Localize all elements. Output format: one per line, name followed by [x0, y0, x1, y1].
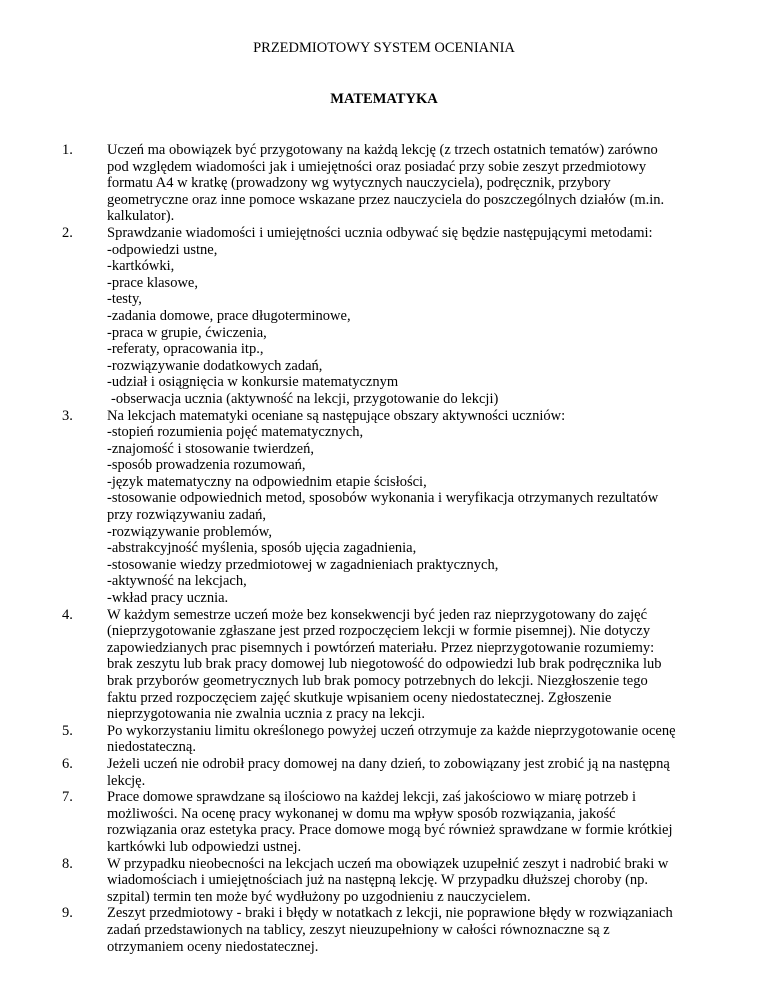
text-line: -kartkówki, [107, 258, 175, 275]
list-item [62, 607, 722, 723]
item-text [107, 408, 722, 607]
text-line: Po wykorzystaniu limitu określonego powyżej uczeń otrzymuje za każde nieprzygotowanie ocenę [107, 722, 676, 739]
item-text [107, 789, 722, 855]
text-line: kartkówki lub odpowiedzi ustnej. [107, 838, 302, 855]
item-text [107, 142, 722, 225]
item-text [107, 856, 722, 906]
list-item [62, 723, 722, 756]
text-line: faktu przed rozpoczęciem zajęć skutkuje wpisaniem oceny niedostatecznej. Zgłoszenie [107, 689, 612, 706]
text-line: wiadomościach i umiejętnościach już na następną lekcję. W przypadku dłuższej choroby (np. [107, 872, 649, 889]
text-line: -stopień rozumienia pojęć matematycznych, [107, 424, 364, 441]
text-line: Zeszyt przedmiotowy - braki i błędy w notatkach z lekcji, nie poprawione błędy w rozwiązaniach [107, 905, 673, 922]
text-line: geometryczne oraz inne pomoce wskazane przez nauczyciela do poszczególnych działów (m.in. [107, 191, 665, 208]
text-line: W każdym semestrze uczeń może bez konsekwencji być jeden raz nieprzygotowany do zajęć [107, 606, 648, 623]
text-line: rozwiązania oraz estetyka pracy. Prace domowe mogą być również sprawdzane w formie krótkiej [107, 822, 673, 839]
item-number: 6. [62, 755, 73, 772]
text-line: -testy, [107, 291, 142, 308]
item-text [107, 756, 722, 789]
text-line: Jeżeli uczeń nie odrobił pracy domowej na dany dzień, to zobowiązany jest zrobić ją na następną [107, 755, 670, 772]
text-line: -prace klasowe, [107, 274, 198, 291]
text-line: W przypadku nieobecności na lekcjach uczeń ma obowiązek uzupełnić zeszyt i nadrobić braki w [107, 855, 669, 872]
list-item [62, 756, 722, 789]
text-line: zadań przedstawionych na tablicy, zeszyt nieuzupełniony w całości równoznaczne są z [107, 921, 610, 938]
item-text [107, 607, 722, 723]
text-line: Na lekcjach matematyki oceniane są następujące obszary aktywności uczniów: [107, 407, 566, 424]
text-line: -obserwacja ucznia (aktywność na lekcji, przygotowanie do lekcji) [111, 390, 499, 407]
text-line: -rozwiązywanie dodatkowych zadań, [107, 357, 323, 374]
item-number: 7. [62, 789, 73, 806]
item-number: 8. [62, 855, 73, 872]
item-number: 4. [62, 606, 73, 623]
list-item [62, 408, 722, 607]
item-text [107, 905, 722, 955]
list-item [62, 142, 722, 225]
item-number: 1. [62, 142, 73, 158]
list-item [62, 225, 722, 408]
text-line: pod względem wiadomości jak i umiejętności oraz posiadać przy sobie zeszyt przedmiotowy [107, 158, 647, 175]
text-line: nieprzygotowania nie zwalnia ucznia z pracy na lekcji. [107, 706, 426, 723]
text-line: otrzymaniem oceny niedostatecznej. [107, 938, 319, 955]
page-title: PRZEDMIOTOWY SYSTEM OCENIANIA [253, 40, 515, 56]
item-number: 9. [62, 905, 73, 922]
text-line: -znajomość i stosowanie twierdzeń, [107, 440, 314, 457]
text-line: -rozwiązywanie problemów, [107, 523, 272, 540]
text-line: -praca w grupie, ćwiczenia, [107, 324, 267, 341]
text-line: formatu A4 w kratkę (prowadzony wg wytycznych nauczyciela), podręcznik, przybory [107, 175, 611, 192]
text-line: Prace domowe sprawdzane są ilościowo na każdej lekcji, zaś jakościowo w miarę potrzeb i [107, 789, 637, 806]
text-line: -odpowiedzi ustne, [107, 241, 218, 258]
item-number: 2. [62, 224, 73, 241]
text-line: szpital) termin ten może być wydłużony po uzgodnieniu z nauczycielem. [107, 888, 531, 905]
text-line: -wkład pracy ucznia. [107, 590, 229, 607]
text-line: (nieprzygotowanie zgłaszane jest przed rozpoczęciem lekcji w formie pisemnej). Nie dotyczy [107, 623, 651, 640]
item-text [107, 723, 722, 756]
item-number: 3. [62, 407, 73, 424]
text-line: Sprawdzanie wiadomości i umiejętności ucznia odbywać się będzie następującymi metodami: [107, 224, 653, 241]
text-line: brak przyborów geometrycznych lub brak pomocy potrzebnych do lekcji. Niezgłoszenie tego [107, 673, 648, 689]
subject-heading: MATEMATYKA [330, 91, 438, 107]
list-item [62, 789, 722, 855]
text-line: -zadania domowe, prace długoterminowe, [107, 307, 351, 324]
text-line: -stosowanie odpowiednich metod, sposobów wykonania i weryfikacja otrzymanych rezultatów [107, 490, 659, 507]
text-line: -język matematyczny na odpowiednim etapie ścisłości, [107, 473, 427, 490]
text-line: -aktywność na lekcjach, [107, 573, 247, 590]
list-item [62, 905, 722, 955]
item-text [107, 225, 722, 408]
text-line: przy rozwiązywaniu zadań, [107, 507, 267, 524]
text-line: możliwości. Na ocenę pracy wykonanej w domu ma wpływ sposób rozwiązania, jakość [107, 805, 616, 822]
rules-list [62, 142, 722, 955]
text-line: lekcję. [107, 772, 146, 789]
text-line: zapowiedzianych prac pisemnych i powtórzeń materiału. Przez nieprzygotowanie rozumiemy: [107, 639, 655, 656]
item-number: 5. [62, 722, 73, 739]
text-line: -stosowanie wiedzy przedmiotowej w zagadnieniach praktycznych, [107, 556, 499, 573]
text-line: kalkulator). [107, 208, 175, 225]
text-line: -sposób prowadzenia rozumowań, [107, 457, 306, 474]
text-line: -abstrakcyjność myślenia, sposób ujęcia zagadnienia, [107, 540, 417, 557]
text-line: niedostateczną. [107, 739, 196, 756]
text-line: brak zeszytu lub brak pracy domowej lub niegotowość do odpowiedzi lub brak podręcznika lub [107, 656, 662, 673]
text-line: Uczeń ma obowiązek być przygotowany na każdą lekcję (z trzech ostatnich tematów) zarówno [107, 142, 658, 158]
list-item [62, 856, 722, 906]
text-line: -udział i osiągnięcia w konkursie matematycznym [107, 374, 399, 391]
text-line: -referaty, opracowania itp., [107, 341, 264, 358]
